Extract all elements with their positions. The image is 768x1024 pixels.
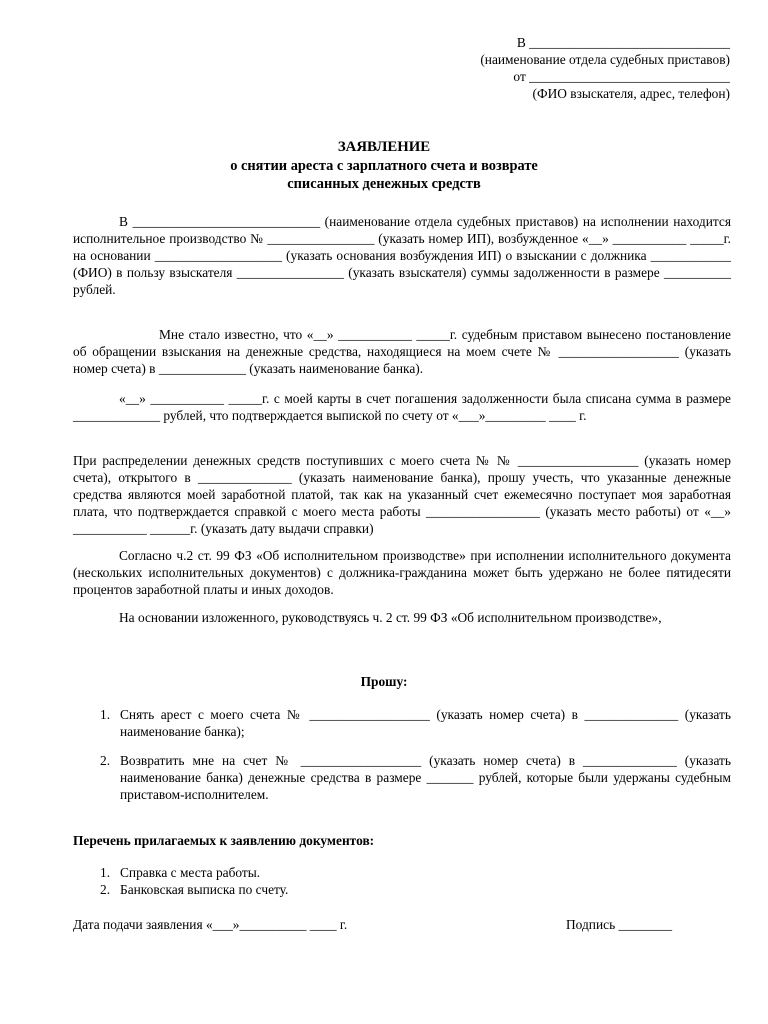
sender-line: от ______________________________ [513,69,730,84]
paragraph-law [73,547,731,598]
list-item [73,864,473,881]
paragraph-text: Мне стало известно, что «__» ___________ _____г. судебным приставом вынесено постановление об обращении взыскания на денежные средства, находящиеся на моем счете № __________________ (указать номер счета) в _____________ (указать наименование банка). [73,327,731,376]
list-item-text: Справка с места работы. [120,865,261,880]
list-item [73,881,473,898]
submission-date: Дата подачи заявления «___»__________ ____ г. [73,917,348,932]
attachments-heading: Перечень прилагаемых к заявлению документов: [73,833,375,848]
request-heading: Прошу: [360,674,408,689]
paragraph-salary [73,452,731,537]
list-number: 2. [100,753,111,768]
request-item-2 [73,752,731,803]
list-number: 1. [100,707,111,722]
list-number: 1. [100,865,111,880]
title-main: ЗАЯВЛЕНИЕ [337,139,431,155]
signature-line: Подпись ________ [566,917,673,932]
paragraph-text: При распределении денежных средств поступивших с моего счета № № __________________ (указать номер счета), открытого в ______________ (указать наименование банка), прошу учесть, что указанные денежные средства являются моей заработной платой, так как на указанный счет ежемесячно поступает моя заработная плата, что подтверждается справкой с моего места работы _________________ (указать место работы) от «__» ___________ ______г. (указать дату выдачи справки) [73,453,731,536]
paragraph-text: «__» ___________ _____г. с моей карты в счет погашения задолженности была списана сумма в размере _____________ рублей, что подтверждается выпиской по счету от «___»_________ ____ г. [73,391,731,423]
request-item-1 [73,706,731,740]
title-sub-2: списанных денежных средств [287,176,481,192]
addressee-line: В ______________________________ [516,35,730,50]
list-number: 2. [100,882,111,897]
list-item-text: Снять арест с моего счета № __________________ (указать номер счета) в ______________ (указать наименование банка); [120,707,731,739]
list-item-text: Банковская выписка по счету. [120,882,289,897]
title-sub-1: о снятии ареста с зарплатного счета и возврате [230,157,538,174]
paragraph-proceedings [73,213,731,298]
list-item-text: Возвратить мне на счет № __________________ (указать номер счета) в ______________ (указать наименование банка) денежные средства в размере _______ рублей, которые были удержаны судебным приставом-исполнителем. [120,753,731,802]
paragraph-text: Согласно ч.2 ст. 99 ФЗ «Об исполнительном производстве» при исполнении исполнительного документа (нескольких исполнительных документов) с должника-гражданина может быть удержано не более пятидесяти процентов заработной платы и иных доходов. [73,548,731,597]
paragraph-basis [73,609,731,626]
paragraph-resolution [73,326,731,377]
paragraph-writeoff [73,390,731,424]
addressee-hint: (наименование отдела судебных приставов) [480,52,730,67]
sender-hint: (ФИО взыскателя, адрес, телефон) [532,86,730,101]
attachments-list [73,864,473,898]
paragraph-text: В ____________________________ (наименование отдела судебных приставов) на исполнении находится исполнительное производство № ________________ (указать номер ИП), возбужденное «__» ___________ _____г. на основании ___________________ (указать основания возбуждения ИП) о взыскании с должника ____________ (ФИО) в пользу взыскателя ________________ (указать взыскателя) суммы задолженности в размере __________ рублей. [73,214,731,297]
paragraph-text: На основании изложенного, руководствуясь ч. 2 ст. 99 ФЗ «Об исполнительном производстве», [119,610,662,625]
document-title [0,138,768,194]
addressee-block [430,34,730,102]
